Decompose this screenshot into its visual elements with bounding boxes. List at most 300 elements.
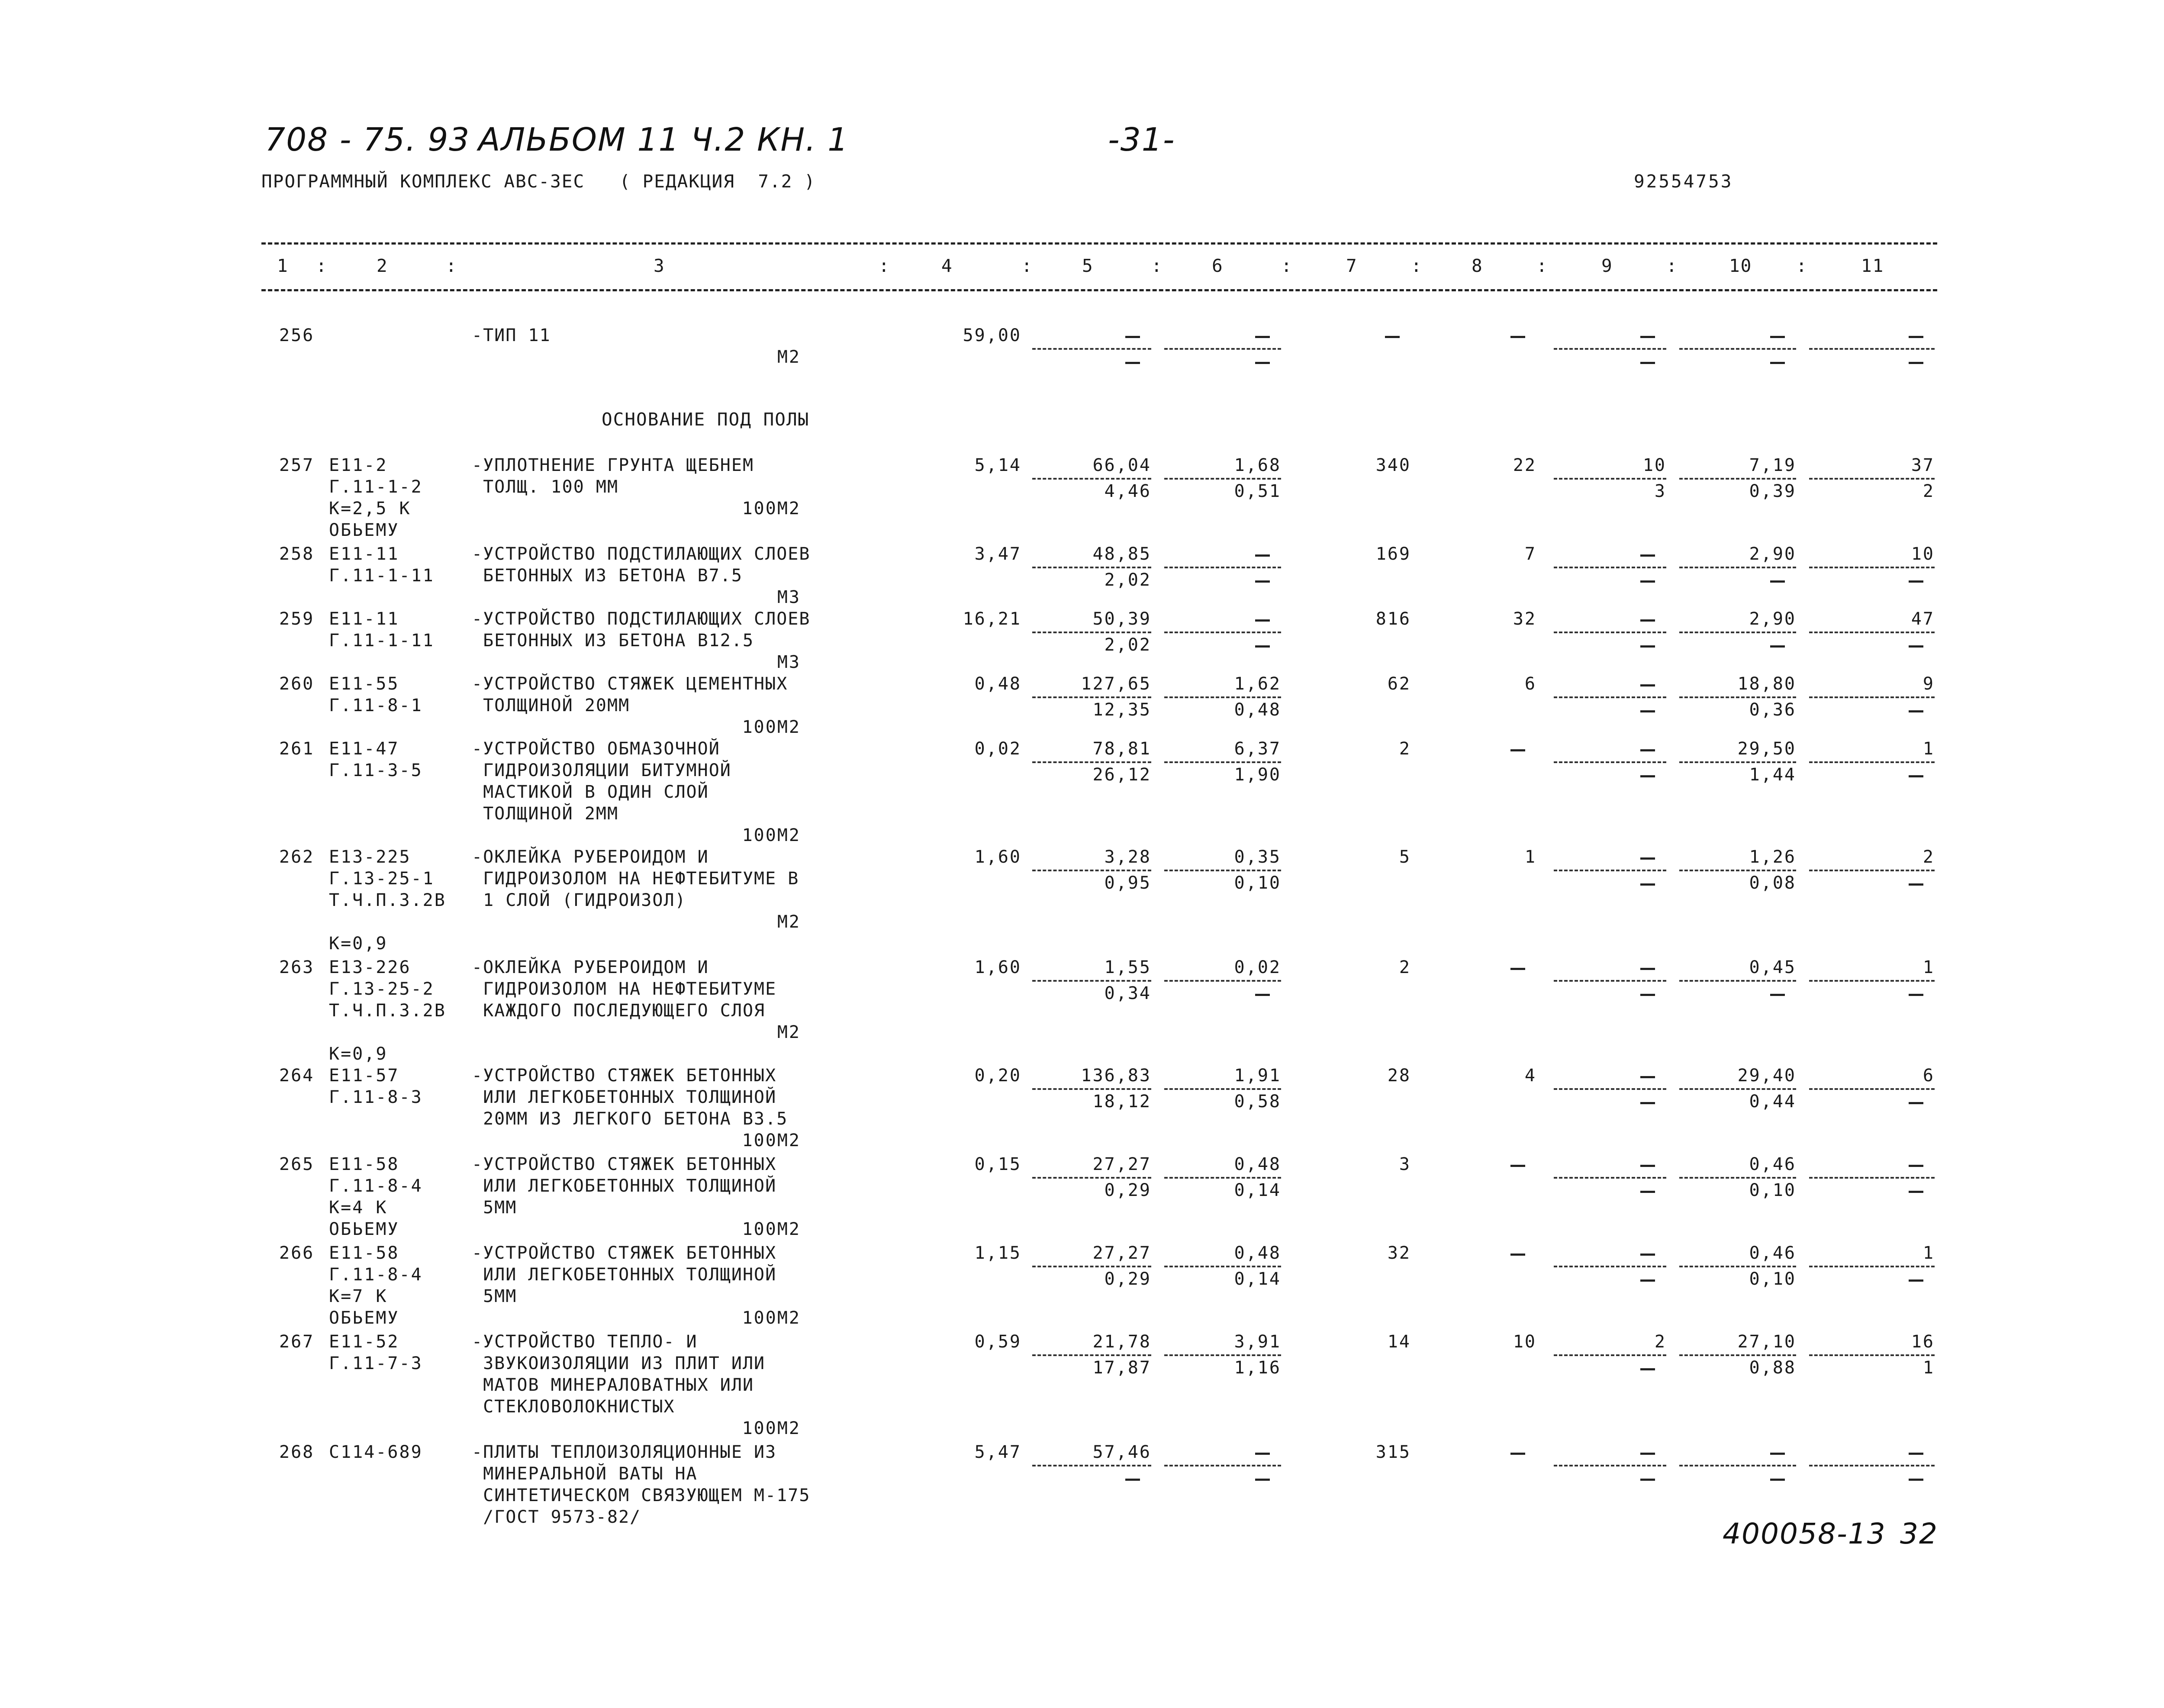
unit-of-measure: М2 [777,1022,801,1042]
work-description: ТОЛЩИНОЙ 20ММ [472,696,630,715]
value-c8: 4 [1524,1066,1536,1086]
value-c6: 0,35 [1234,847,1281,867]
empty-value-dash [1510,1165,1525,1167]
value-c5: 48,85 [1092,544,1151,564]
work-description: ИЛИ ЛЕГКОБЕТОННЫХ ТОЛЩИНОЙ [472,1087,777,1107]
value-c6-secondary: 1,16 [1234,1358,1281,1378]
work-description: -УСТРОЙСТВО СТЯЖЕК БЕТОННЫХ [472,1243,777,1263]
value-divider-rule [1554,870,1666,871]
work-description: ТОЛЩИНОЙ 2ММ [472,804,619,824]
value-divider-rule [1809,1266,1935,1267]
value-c5-secondary: 26,12 [1092,765,1151,785]
work-description: 5ММ [472,1198,517,1218]
work-description: 20ММ ИЗ ЛЕГКОГО БЕТОНА В3.5 [472,1109,788,1129]
value-c10: 1,26 [1749,847,1796,867]
value-c5: 136,83 [1081,1066,1151,1086]
work-description: БЕТОННЫХ ИЗ БЕТОНА В12.5 [472,631,754,651]
value-divider-rule [1809,1354,1935,1356]
resource-code: К=0,9 [329,1044,388,1064]
value-divider-rule [1032,632,1151,633]
work-description: -УСТРОЙСТВО ОБМАЗОЧНОЙ [472,739,720,759]
unit-of-measure: 100М2 [742,1131,801,1150]
column-separator: : [1151,255,1162,276]
unit-of-measure: 100М2 [742,825,801,845]
quantity-value: 1,60 [974,847,1021,867]
row-number: 261 [279,739,315,759]
value-c10: 27,10 [1737,1332,1796,1352]
empty-value-dash [1909,1191,1923,1193]
archive-stamp-number: 400058-13 [1723,1517,1886,1550]
value-c10: 29,50 [1737,739,1796,759]
page-marker: -31- [1108,121,1175,158]
value-divider-rule [1679,1088,1796,1090]
value-c5-secondary: 0,95 [1104,873,1151,893]
empty-value-dash [1909,336,1923,338]
column-header-11: 11 [1861,255,1884,276]
work-description: МАСТИКОЙ В ОДИН СЛОЙ [472,782,709,802]
value-divider-rule [1809,478,1935,480]
program-title: ПРОГРАММНЫЙ КОМПЛЕКС АВС-3ЕС ( РЕДАКЦИЯ 7.2 ) [261,171,816,192]
column-separator: : [879,255,889,276]
value-c10-secondary: 1,44 [1749,765,1796,785]
empty-value-dash [1640,1076,1655,1078]
work-description: -УСТРОЙСТВО СТЯЖЕК БЕТОННЫХ [472,1066,777,1086]
value-c7: 32 [1387,1243,1411,1263]
empty-value-dash [1770,994,1785,996]
value-divider-rule [1164,1266,1281,1267]
empty-value-dash [1640,857,1655,860]
value-divider-rule [1164,1465,1281,1466]
unit-of-measure: 100М2 [742,1418,801,1438]
value-c10-secondary: 0,44 [1749,1092,1796,1112]
empty-value-dash [1640,1368,1655,1370]
row-number: 256 [279,325,315,345]
quantity-value: 3,47 [974,544,1021,564]
resource-code: Е11-58 [329,1154,399,1174]
value-c5: 27,27 [1092,1154,1151,1174]
work-description: ЗВУКОИЗОЛЯЦИИ ИЗ ПЛИТ ИЛИ [472,1354,766,1373]
work-description: ГИДРОИЗОЛОМ НА НЕФТЕБИТУМЕ В [472,869,799,889]
column-header-9: 9 [1601,255,1613,276]
resource-code: Г.13-25-1 [329,869,435,889]
empty-value-dash [1640,710,1655,712]
value-divider-rule [1164,980,1281,982]
quantity-value: 5,47 [974,1442,1021,1462]
row-number: 262 [279,847,315,867]
header-rule-top [261,242,1937,245]
quantity-value: 0,59 [974,1332,1021,1352]
empty-value-dash [1909,775,1923,777]
column-header-4: 4 [941,255,953,276]
value-c7: 315 [1375,1442,1411,1462]
value-c11: 1 [1922,739,1935,759]
value-divider-rule [1554,348,1666,350]
resource-code: Г.11-7-3 [329,1354,423,1373]
value-divider-rule [1554,1465,1666,1466]
resource-code: Е11-11 [329,544,399,564]
value-c5-secondary: 2,02 [1104,570,1151,590]
value-divider-rule [1032,1266,1151,1267]
value-c6: 0,48 [1234,1154,1281,1174]
value-divider-rule [1679,696,1796,698]
empty-value-dash [1909,994,1923,996]
empty-value-dash [1125,362,1140,364]
work-description: /ГОСТ 9573-82/ [472,1507,641,1527]
value-divider-rule [1809,567,1935,568]
value-c5-secondary: 2,02 [1104,635,1151,655]
row-number: 258 [279,544,315,564]
value-c10-secondary: 0,39 [1749,481,1796,501]
value-divider-rule [1679,1266,1796,1267]
column-separator: : [1666,255,1677,276]
value-c5: 57,46 [1092,1442,1151,1462]
value-divider-rule [1809,1177,1935,1179]
work-description: -УСТРОЙСТВО ТЕПЛО- И [472,1332,698,1352]
value-c11: 2 [1922,847,1935,867]
column-header-7: 7 [1346,255,1358,276]
value-c6-secondary: 0,10 [1234,873,1281,893]
work-description: ТОЛЩ. 100 ММ [472,477,619,497]
value-divider-rule [1554,980,1666,982]
column-separator: : [1536,255,1547,276]
value-c11: 9 [1922,674,1935,694]
value-divider-rule [1679,348,1796,350]
value-divider-rule [1032,348,1151,350]
empty-value-dash [1640,1165,1655,1167]
empty-value-dash [1909,710,1923,712]
value-c6: 3,91 [1234,1332,1281,1352]
value-c11-secondary: 1 [1922,1358,1935,1378]
value-c7: 2 [1399,957,1411,977]
empty-value-dash [1909,1279,1923,1282]
document-number: 92554753 [1634,171,1733,192]
quantity-value: 0,48 [974,674,1021,694]
empty-value-dash [1125,336,1140,338]
value-c10: 18,80 [1737,674,1796,694]
empty-value-dash [1640,1254,1655,1256]
value-divider-rule [1032,1354,1151,1356]
value-divider-rule [1809,348,1935,350]
resource-code: Е13-226 [329,957,411,977]
work-description: 5ММ [472,1286,517,1306]
value-c10: 2,90 [1749,544,1796,564]
value-divider-rule [1809,696,1935,698]
empty-value-dash [1255,619,1270,622]
value-divider-rule [1032,1465,1151,1466]
row-number: 260 [279,674,315,694]
empty-value-dash [1255,645,1270,648]
work-description: -ПЛИТЫ ТЕПЛОИЗОЛЯЦИОННЫЕ ИЗ [472,1442,777,1462]
value-divider-rule [1032,696,1151,698]
empty-value-dash [1640,684,1655,686]
value-c8: 10 [1513,1332,1536,1352]
work-description: -УСТРОЙСТВО СТЯЖЕК БЕТОННЫХ [472,1154,777,1174]
empty-value-dash [1640,1279,1655,1282]
value-divider-rule [1679,980,1796,982]
row-number: 267 [279,1332,315,1352]
resource-code: Е11-57 [329,1066,399,1086]
column-separator: : [1021,255,1032,276]
value-c7: 169 [1375,544,1411,564]
column-header-2: 2 [377,255,388,276]
work-description: БЕТОННЫХ ИЗ БЕТОНА В7.5 [472,566,743,586]
value-divider-rule [1164,1177,1281,1179]
row-number: 265 [279,1154,315,1174]
value-divider-rule [1164,1088,1281,1090]
value-divider-rule [1032,1088,1151,1090]
empty-value-dash [1640,968,1655,970]
value-divider-rule [1164,632,1281,633]
value-divider-rule [1164,478,1281,480]
unit-of-measure: М3 [777,587,801,607]
quantity-value: 0,02 [974,739,1021,759]
empty-value-dash [1640,362,1655,364]
value-c11: 6 [1922,1066,1935,1086]
value-c5-secondary: 12,35 [1092,700,1151,720]
value-divider-rule [1679,1177,1796,1179]
value-divider-rule [1679,1465,1796,1466]
value-c5-secondary: 4,46 [1104,481,1151,501]
value-divider-rule [1554,478,1666,480]
value-c5-secondary: 18,12 [1092,1092,1151,1112]
value-c5: 21,78 [1092,1332,1151,1352]
column-header-8: 8 [1472,255,1483,276]
value-c8: 32 [1513,609,1536,629]
value-c6: 0,48 [1234,1243,1281,1263]
empty-value-dash [1255,1479,1270,1481]
empty-value-dash [1909,883,1923,886]
empty-value-dash [1909,1479,1923,1481]
empty-value-dash [1770,336,1785,338]
work-description: -УСТРОЙСТВО ПОДСТИЛАЮЩИХ СЛОЕВ [472,544,811,564]
value-c8: 7 [1524,544,1536,564]
value-divider-rule [1164,870,1281,871]
work-description: -ОКЛЕЙКА РУБЕРОИДОМ И [472,847,709,867]
resource-code: ОБЬЕМУ [329,1308,399,1328]
empty-value-dash [1640,994,1655,996]
resource-code: Е13-225 [329,847,411,867]
value-c6: 6,37 [1234,739,1281,759]
resource-code: К=7 К [329,1286,388,1306]
resource-code: ОБЬЕМУ [329,520,399,540]
work-description: 1 СЛОЙ (ГИДРОИЗОЛ) [472,890,686,910]
empty-value-dash [1640,1191,1655,1193]
value-divider-rule [1679,567,1796,568]
empty-value-dash [1640,1453,1655,1455]
column-header-6: 6 [1212,255,1224,276]
empty-value-dash [1640,775,1655,777]
empty-value-dash [1640,336,1655,338]
value-c10-secondary: 0,88 [1749,1358,1796,1378]
value-divider-rule [1164,1354,1281,1356]
value-c10-secondary: 0,10 [1749,1180,1796,1200]
column-separator: : [446,255,457,276]
empty-value-dash [1510,968,1525,970]
work-description: МИНЕРАЛЬНОЙ ВАТЫ НА [472,1464,698,1484]
value-c10: 2,90 [1749,609,1796,629]
value-c10: 29,40 [1737,1066,1796,1086]
empty-value-dash [1909,1102,1923,1104]
value-c6: 1,62 [1234,674,1281,694]
resource-code: Г.13-25-2 [329,979,435,999]
value-divider-rule [1679,632,1796,633]
value-c5: 127,65 [1081,674,1151,694]
row-number: 268 [279,1442,315,1462]
work-description: СИНТЕТИЧЕСКОМ СВЯЗУЮЩЕМ М-175 [472,1486,811,1505]
value-divider-rule [1554,1088,1666,1090]
value-divider-rule [1809,632,1935,633]
value-divider-rule [1164,567,1281,568]
column-separator: : [1281,255,1292,276]
empty-value-dash [1640,1479,1655,1481]
empty-value-dash [1770,1479,1785,1481]
value-c5-secondary: 0,29 [1104,1269,1151,1289]
work-description: МАТОВ МИНЕРАЛОВАТНЫХ ИЛИ [472,1375,754,1395]
value-divider-rule [1554,761,1666,763]
unit-of-measure: М2 [777,912,801,932]
column-header-1: 1 [277,255,289,276]
empty-value-dash [1640,645,1655,648]
unit-of-measure: 100М2 [742,717,801,737]
row-number: 259 [279,609,315,629]
value-divider-rule [1809,1465,1935,1466]
resource-code: Е11-11 [329,609,399,629]
value-divider-rule [1164,348,1281,350]
value-c10-secondary: 0,36 [1749,700,1796,720]
value-divider-rule [1554,1354,1666,1356]
resource-code: С114-689 [329,1442,423,1462]
unit-of-measure: 100М2 [742,1219,801,1239]
value-divider-rule [1554,696,1666,698]
value-c5: 50,39 [1092,609,1151,629]
empty-value-dash [1909,362,1923,364]
quantity-value: 1,60 [974,957,1021,977]
empty-value-dash [1640,554,1655,557]
header-rule-bottom [261,289,1937,291]
work-description: -УСТРОЙСТВО СТЯЖЕК ЦЕМЕНТНЫХ [472,674,788,694]
value-divider-rule [1554,1266,1666,1267]
value-c7: 340 [1375,455,1411,475]
resource-code: Е11-2 [329,455,388,475]
resource-code: Г.11-8-4 [329,1265,423,1285]
value-c5: 66,04 [1092,455,1151,475]
value-divider-rule [1554,632,1666,633]
value-c6-secondary: 0,14 [1234,1269,1281,1289]
empty-value-dash [1510,1453,1525,1455]
value-divider-rule [1554,567,1666,568]
value-divider-rule [1679,1354,1796,1356]
work-description: ИЛИ ЛЕГКОБЕТОННЫХ ТОЛЩИНОЙ [472,1176,777,1196]
value-divider-rule [1679,870,1796,871]
resource-code: Г.11-3-5 [329,761,423,780]
value-divider-rule [1809,1088,1935,1090]
column-separator: : [1411,255,1422,276]
resource-code: К=4 К [329,1198,388,1218]
value-divider-rule [1032,761,1151,763]
resource-code: Е11-58 [329,1243,399,1263]
value-c5: 27,27 [1092,1243,1151,1263]
value-divider-rule [1809,870,1935,871]
work-description: -ОКЛЕЙКА РУБЕРОИДОМ И [472,957,709,977]
value-divider-rule [1679,761,1796,763]
value-c6-secondary: 1,90 [1234,765,1281,785]
album-reference: АЛЬБОМ 11 Ч.2 КН. 1 [478,121,849,158]
empty-value-dash [1640,1102,1655,1104]
work-description: ИЛИ ЛЕГКОБЕТОННЫХ ТОЛЩИНОЙ [472,1265,777,1285]
empty-value-dash [1255,580,1270,583]
empty-value-dash [1770,645,1785,648]
work-description: ГИДРОИЗОЛЯЦИИ БИТУМНОЙ [472,761,731,780]
empty-value-dash [1640,749,1655,751]
work-description: СТЕКЛОВОЛОКНИСТЫХ [472,1397,675,1417]
quantity-value: 5,14 [974,455,1021,475]
empty-value-dash [1770,580,1785,583]
value-divider-rule [1032,870,1151,871]
value-c10: 0,46 [1749,1243,1796,1263]
column-header-3: 3 [654,255,665,276]
value-divider-rule [1032,980,1151,982]
value-c9-secondary: 3 [1654,481,1666,501]
empty-value-dash [1510,336,1525,338]
empty-value-dash [1640,883,1655,886]
value-c7: 14 [1387,1332,1411,1352]
resource-code: К=2,5 К [329,499,411,519]
value-divider-rule [1164,696,1281,698]
value-c10-secondary: 0,08 [1749,873,1796,893]
section-title: ОСНОВАНИЕ ПОД ПОЛЫ [602,409,810,430]
empty-value-dash [1255,554,1270,557]
empty-value-dash [1510,1254,1525,1256]
resource-code: Г.11-1-2 [329,477,423,497]
resource-code: Е11-52 [329,1332,399,1352]
value-c6-secondary: 0,48 [1234,700,1281,720]
empty-value-dash [1640,619,1655,622]
value-c5-secondary: 0,29 [1104,1180,1151,1200]
empty-value-dash [1125,1479,1140,1481]
value-c7: 2 [1399,739,1411,759]
work-description: -УПЛОТНЕНИЕ ГРУНТА ЩЕБНЕМ [472,455,754,475]
value-c10: 0,45 [1749,957,1796,977]
value-c7: 5 [1399,847,1411,867]
value-divider-rule [1164,761,1281,763]
value-divider-rule [1032,1177,1151,1179]
resource-code: Е11-47 [329,739,399,759]
value-c10-secondary: 0,10 [1749,1269,1796,1289]
value-c6-secondary: 0,51 [1234,481,1281,501]
empty-value-dash [1255,994,1270,996]
value-c11-secondary: 2 [1922,481,1935,501]
value-divider-rule [1679,478,1796,480]
value-c11: 37 [1911,455,1935,475]
quantity-value: 0,20 [974,1066,1021,1086]
quantity-value: 1,15 [974,1243,1021,1263]
column-header-5: 5 [1082,255,1094,276]
quantity-value: 59,00 [963,325,1021,345]
document-code: 708 - 75. 93 [265,121,470,158]
value-c11: 16 [1911,1332,1935,1352]
resource-code: Г.11-8-4 [329,1176,423,1196]
unit-of-measure: М3 [777,652,801,672]
value-divider-rule [1809,761,1935,763]
resource-code: Т.Ч.П.3.2В [329,890,446,910]
empty-value-dash [1255,336,1270,338]
row-number: 266 [279,1243,315,1263]
value-c8: 22 [1513,455,1536,475]
value-c6-secondary: 0,14 [1234,1180,1281,1200]
work-description: -ТИП 11 [472,325,551,345]
value-divider-rule [1032,478,1151,480]
resource-code: ОБЬЕМУ [329,1219,399,1239]
